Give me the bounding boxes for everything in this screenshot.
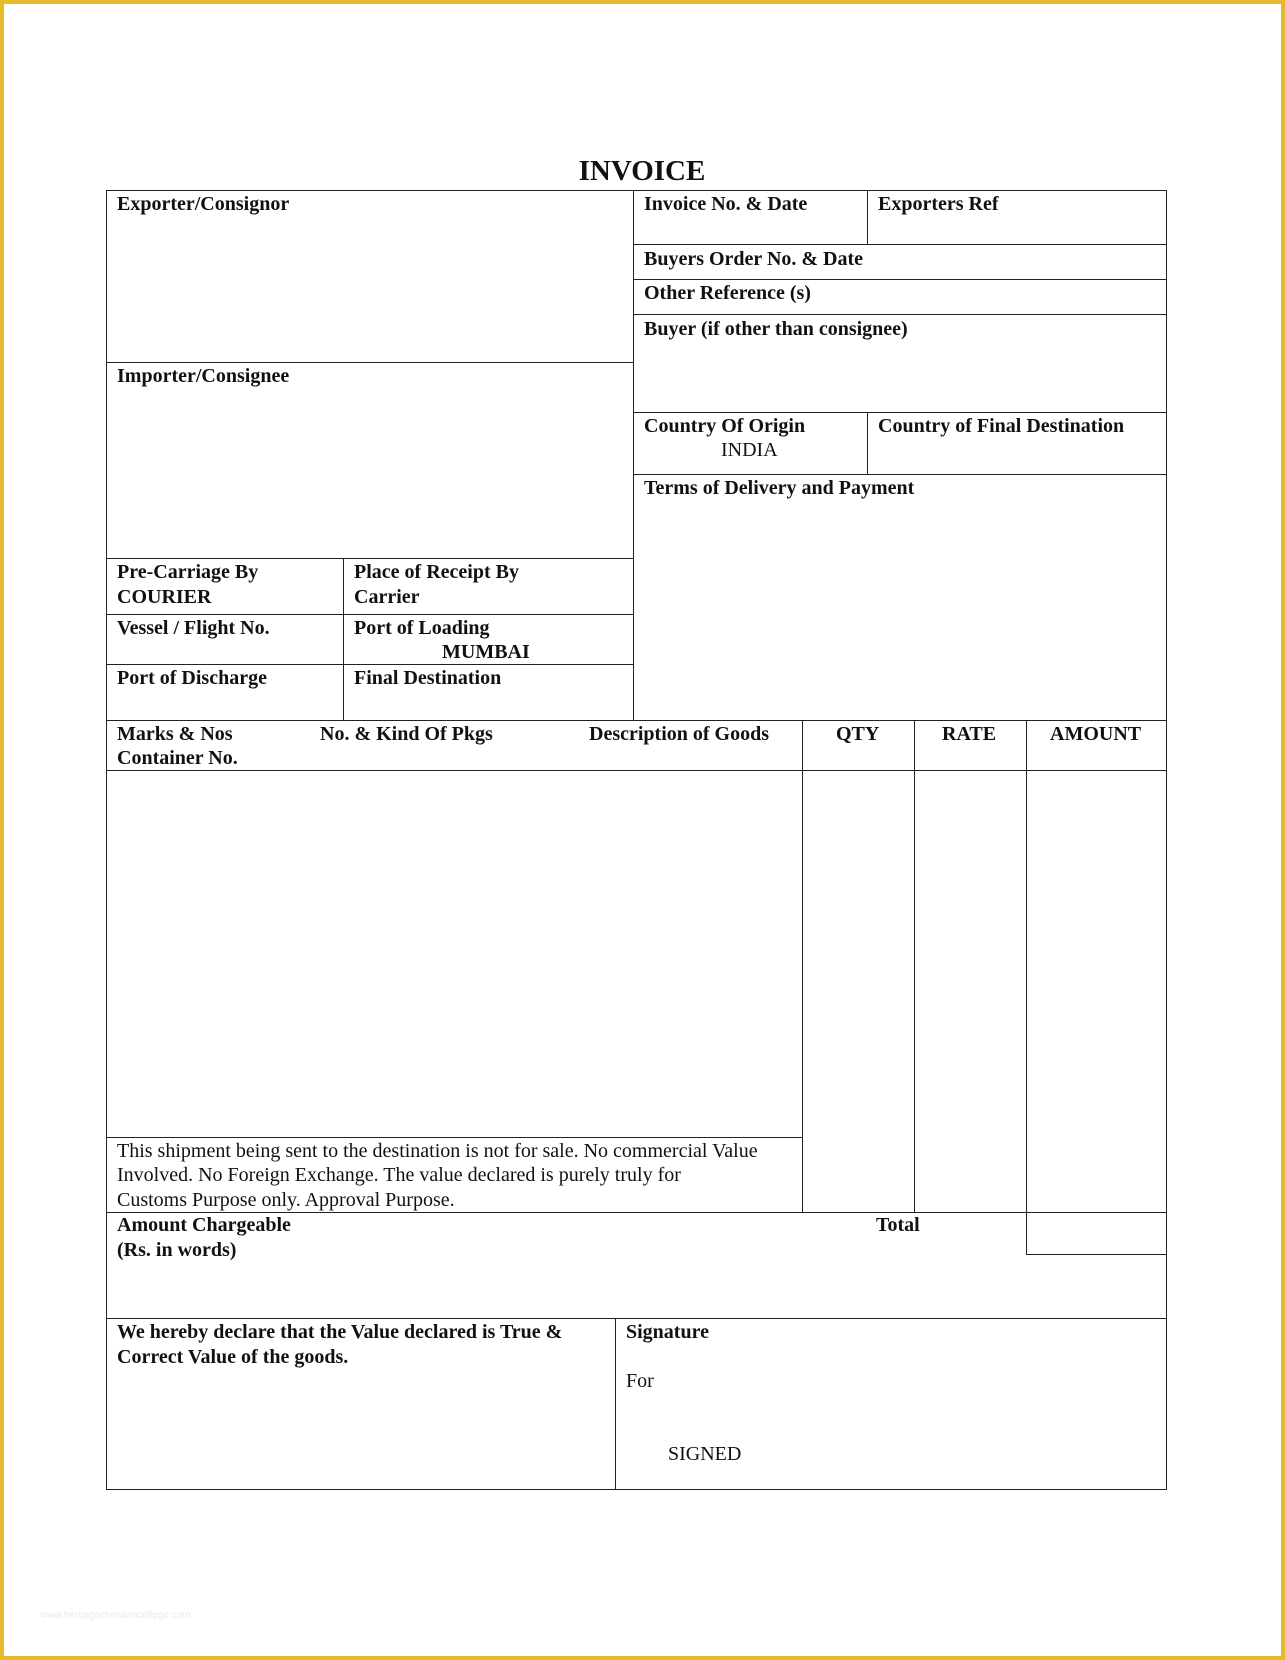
pre-carriage-label: Pre-Carriage By bbox=[117, 561, 259, 583]
port-discharge-label: Port of Discharge bbox=[117, 667, 267, 689]
other-reference-label: Other Reference (s) bbox=[644, 282, 811, 304]
for-label: For bbox=[626, 1370, 654, 1392]
line bbox=[106, 1137, 802, 1138]
line bbox=[633, 474, 1167, 475]
line bbox=[867, 190, 868, 244]
port-loading-label: Port of Loading bbox=[354, 617, 490, 639]
country-origin-label: Country Of Origin bbox=[644, 415, 806, 437]
note-line: Involved. No Foreign Exchange. The value declared is purely truly for bbox=[117, 1164, 681, 1186]
line bbox=[106, 770, 1167, 771]
note-line: This shipment being sent to the destination is not for sale. No commercial Value bbox=[117, 1140, 758, 1162]
invoice-title: INVOICE bbox=[578, 155, 706, 187]
rate-label: RATE bbox=[942, 723, 997, 745]
declaration-line-1: We hereby declare that the Value declared is True & bbox=[117, 1321, 563, 1343]
line bbox=[1026, 1254, 1167, 1255]
line bbox=[633, 279, 1167, 280]
terms-label: Terms of Delivery and Payment bbox=[644, 477, 915, 499]
line bbox=[633, 314, 1167, 315]
line bbox=[633, 244, 1167, 245]
buyer-label: Buyer (if other than consignee) bbox=[644, 318, 908, 340]
vessel-label: Vessel / Flight No. bbox=[117, 617, 270, 639]
exporter-label: Exporter/Consignor bbox=[117, 193, 290, 215]
pre-carriage-value: COURIER bbox=[117, 586, 212, 608]
marks-label: Marks & Nos bbox=[117, 723, 233, 745]
note-line: Customs Purpose only. Approval Purpose. bbox=[117, 1189, 455, 1211]
line bbox=[106, 720, 1167, 721]
line bbox=[914, 720, 915, 1212]
line bbox=[615, 1318, 616, 1490]
description-label: Description of Goods bbox=[589, 723, 769, 745]
top-divider bbox=[633, 190, 634, 720]
watermark: www.heritagechristiancollege.com bbox=[40, 1610, 191, 1621]
importer-label: Importer/Consignee bbox=[117, 365, 290, 387]
declaration-line-2: Correct Value of the goods. bbox=[117, 1346, 349, 1368]
line bbox=[106, 558, 633, 559]
country-origin-value: INDIA bbox=[721, 439, 778, 461]
amount-label: AMOUNT bbox=[1050, 723, 1142, 745]
line bbox=[106, 664, 633, 665]
signed-text: SIGNED bbox=[668, 1443, 742, 1465]
place-receipt-label: Place of Receipt By bbox=[354, 561, 519, 583]
country-final-label: Country of Final Destination bbox=[878, 415, 1125, 437]
line bbox=[633, 412, 1167, 413]
amount-words-text: (Rs. in words) bbox=[117, 1239, 237, 1261]
line bbox=[1026, 720, 1027, 1255]
line bbox=[106, 362, 633, 363]
line bbox=[343, 558, 344, 720]
invoice-no-label: Invoice No. & Date bbox=[644, 193, 808, 215]
line bbox=[802, 720, 803, 1212]
line bbox=[867, 412, 868, 474]
place-receipt-label-2: Carrier bbox=[354, 586, 420, 608]
line bbox=[106, 614, 633, 615]
amount-chargeable-label: Amount Chargeable bbox=[117, 1214, 291, 1236]
total-label: Total bbox=[876, 1214, 920, 1236]
final-destination-label: Final Destination bbox=[354, 667, 502, 689]
buyers-order-label: Buyers Order No. & Date bbox=[644, 248, 864, 270]
container-label: Container No. bbox=[117, 747, 238, 769]
qty-label: QTY bbox=[836, 723, 880, 745]
signature-label: Signature bbox=[626, 1321, 709, 1343]
line bbox=[106, 1318, 1167, 1319]
amount-words-label bbox=[117, 1238, 236, 1262]
port-loading-value: MUMBAI bbox=[442, 641, 530, 663]
exporters-ref-label: Exporters Ref bbox=[878, 193, 999, 215]
packages-label: No. & Kind Of Pkgs bbox=[320, 723, 493, 745]
